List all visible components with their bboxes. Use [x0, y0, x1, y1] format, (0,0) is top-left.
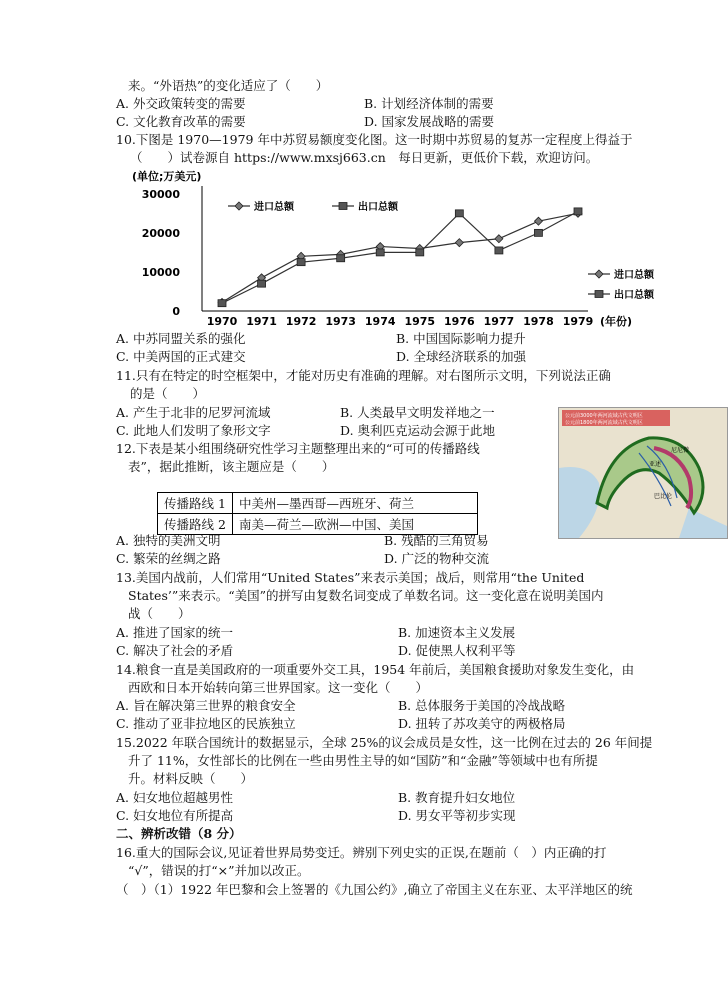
- q9-stem: 来。“外语热”的变化适应了（ ）: [128, 78, 329, 93]
- q10-option-d[interactable]: D. 全球经济联系的加强: [396, 349, 527, 364]
- q14-stem-2: 西欧和日本开始转向第三世界国家。这一变化（ ）: [128, 680, 429, 695]
- q10-option-a[interactable]: A. 中苏同盟关系的强化: [116, 331, 246, 346]
- q11-stem-2: 的是（ ）: [130, 386, 206, 401]
- mesopotamia-map: [558, 407, 728, 539]
- data-point-export: [455, 210, 463, 217]
- q13-stem-3: 战（ ）: [128, 606, 191, 621]
- q11-option-a[interactable]: A. 产生于北非的尼罗河流域: [116, 405, 271, 420]
- y-tick-label: 10000: [141, 265, 180, 279]
- data-point-import: [455, 239, 463, 247]
- x-tick-label: 1978: [523, 315, 554, 328]
- data-point-export: [574, 208, 582, 215]
- data-point-export: [534, 229, 542, 236]
- q15-stem-2: 升了 11%，女性部长的比例在一些由男性主导的如“国防”和“金融”等领域中也有所提: [128, 753, 598, 768]
- data-point-export: [218, 300, 226, 307]
- trade-chart: [120, 166, 680, 332]
- q14-option-d[interactable]: D. 扭转了苏攻美守的两极格局: [398, 716, 566, 731]
- section-title: 二、辨析改错（8 分）: [116, 826, 242, 841]
- q13-option-a[interactable]: A. 推进了国家的统一: [116, 625, 233, 640]
- q12-option-a[interactable]: A. 独特的美洲文明: [116, 533, 221, 548]
- route-path: 南美—荷兰—欧洲—中国、美国: [232, 514, 477, 535]
- legend-label: 出口总额: [614, 290, 654, 301]
- q12-stem-2: 表”，据此推断，该主题应是（ ）: [128, 459, 335, 474]
- data-point-import: [534, 217, 542, 225]
- route-name: 传播路线 1: [158, 493, 233, 514]
- data-point-export: [337, 255, 345, 262]
- data-point-export: [416, 249, 424, 256]
- q16-stem-2: “√”，错误的打“×”并加以改正。: [128, 863, 310, 878]
- q12-stem: 12.下表是某小组围绕研究性学习主题整理出来的“可可的传播路线: [116, 441, 480, 456]
- q10-stem: 10.下图是 1970—1979 年中苏贸易额度变化图。这一时期中苏贸易的复苏一定程度上得益于: [116, 132, 633, 147]
- data-point-export: [258, 280, 266, 287]
- q14-option-c[interactable]: C. 推动了亚非拉地区的民族独立: [116, 716, 296, 731]
- q14-option-b[interactable]: B. 总体服务于美国的冷战战略: [398, 698, 566, 713]
- q13-option-d[interactable]: D. 促使黑人权利平等: [398, 643, 516, 658]
- q11-option-b[interactable]: B. 人类最早文明发祥地之一: [340, 405, 495, 420]
- map-label-assyria: 亚述: [649, 461, 662, 468]
- legend-label: 出口总额: [358, 202, 398, 213]
- legend-marker-import: [235, 202, 243, 210]
- table-row: [158, 514, 478, 535]
- data-point-export: [297, 259, 305, 266]
- q14-stem: 14.粮食一直是美国政府的一项重要外交工具，1954 年前后，美国粮食援助对象发生变化，由: [116, 662, 635, 677]
- x-tick-label: 1974: [364, 315, 396, 328]
- y-tick-label: 0: [172, 305, 180, 318]
- series-line-export: [222, 211, 578, 303]
- map-legend-2: 公元前1800年两河流域古代文明区: [565, 420, 643, 426]
- map-label-nineveh: 尼尼微: [671, 447, 690, 454]
- q15-option-c[interactable]: C. 妇女地位有所提高: [116, 808, 234, 823]
- x-tick-label: 1976: [444, 315, 475, 328]
- map-legend-1: 公元前3000年两河流域古代文明区: [565, 413, 643, 419]
- legend-marker-export: [595, 291, 603, 298]
- data-point-export: [376, 249, 384, 256]
- x-tick-label: 1977: [483, 315, 515, 328]
- q13-stem-2: States’”来表示。“美国”的拼写由复数名词变成了单数名词。这一变化意在说明美国内: [128, 588, 604, 603]
- x-tick-label: 1970: [206, 315, 238, 328]
- q15-stem-3: 升。材料反映（ ）: [128, 771, 254, 786]
- map-label-babylon: 巴比伦: [654, 493, 673, 500]
- legend-marker-export: [339, 203, 347, 210]
- q16-item-1: （ ）（1）1922 年巴黎和会上签署的《九国公约》,确立了帝国主义在东亚、太平洋地区的统: [116, 882, 633, 897]
- q9-option-b[interactable]: B. 计划经济体制的需要: [364, 96, 494, 111]
- x-tick-label: 1973: [325, 315, 356, 328]
- q12-option-c[interactable]: C. 繁荣的丝绸之路: [116, 551, 221, 566]
- route-name: 传播路线 2: [158, 514, 233, 535]
- series-line-import: [222, 213, 578, 302]
- x-tick-label: 1971: [246, 315, 277, 328]
- route-path: 中美州—墨西哥—西班牙、荷兰: [232, 493, 477, 514]
- q10-option-c[interactable]: C. 中美两国的正式建交: [116, 349, 246, 364]
- chart-unit-label: (单位;万美元): [132, 170, 202, 183]
- y-tick-label: 20000: [141, 226, 180, 240]
- q15-stem: 15.2022 年联合国统计的数据显示，全球 25%的议会成员是女性，这一比例在过去的 26 年间提: [116, 735, 653, 750]
- q9-option-c[interactable]: C. 文化教育改革的需要: [116, 114, 246, 129]
- q16-stem: 16.重大的国际会议,见证着世界局势变迁。辨别下列史实的正误,在题前（ ）内正确的打: [116, 845, 607, 860]
- legend-marker-import: [595, 270, 603, 278]
- q12-option-d[interactable]: D. 广泛的物种交流: [384, 551, 490, 566]
- x-axis-suffix: (年份): [600, 315, 633, 328]
- q9-option-d[interactable]: D. 国家发展战略的需要: [364, 114, 495, 129]
- q11-stem: 11.只有在特定的时空框架中，才能对历史有准确的理解。对右图所示文明，下列说法正确: [116, 368, 611, 383]
- x-tick-label: 1972: [285, 315, 317, 328]
- legend-label: 进口总额: [614, 270, 654, 281]
- q10-stem-2: （ ）试卷源自 https://www.mxsj663.cn 每日更新，更低价下载，欢迎访问。: [130, 150, 599, 165]
- table-row: [158, 493, 478, 514]
- q15-option-b[interactable]: B. 教育提升妇女地位: [398, 790, 516, 805]
- cocoa-route-table: [157, 492, 478, 535]
- q13-option-b[interactable]: B. 加速资本主义发展: [398, 625, 516, 640]
- q13-option-c[interactable]: C. 解决了社会的矛盾: [116, 643, 234, 658]
- q11-option-c[interactable]: C. 此地人们发明了象形文字: [116, 423, 271, 438]
- legend-label: 进口总额: [254, 202, 294, 213]
- q14-option-a[interactable]: A. 旨在解决第三世界的粮食安全: [116, 698, 296, 713]
- q10-option-b[interactable]: B. 中国国际影响力提升: [396, 331, 526, 346]
- q15-option-a[interactable]: A. 妇女地位超越男性: [116, 790, 233, 805]
- q15-option-d[interactable]: D. 男女平等初步实现: [398, 808, 516, 823]
- q11-option-d[interactable]: D. 奥利匹克运动会源于此地: [340, 423, 496, 438]
- data-point-export: [495, 247, 503, 254]
- y-tick-label: 30000: [141, 187, 180, 201]
- x-tick-label: 1975: [404, 315, 436, 328]
- q9-option-a[interactable]: A. 外交政策转变的需要: [116, 96, 246, 111]
- x-tick-label: 1979: [562, 315, 594, 328]
- q12-option-b[interactable]: B. 残酷的三角贸易: [384, 533, 489, 548]
- data-point-import: [495, 235, 503, 243]
- q13-stem: 13.美国内战前，人们常用“United States”来表示美国；战后，则常用“the United: [116, 570, 585, 585]
